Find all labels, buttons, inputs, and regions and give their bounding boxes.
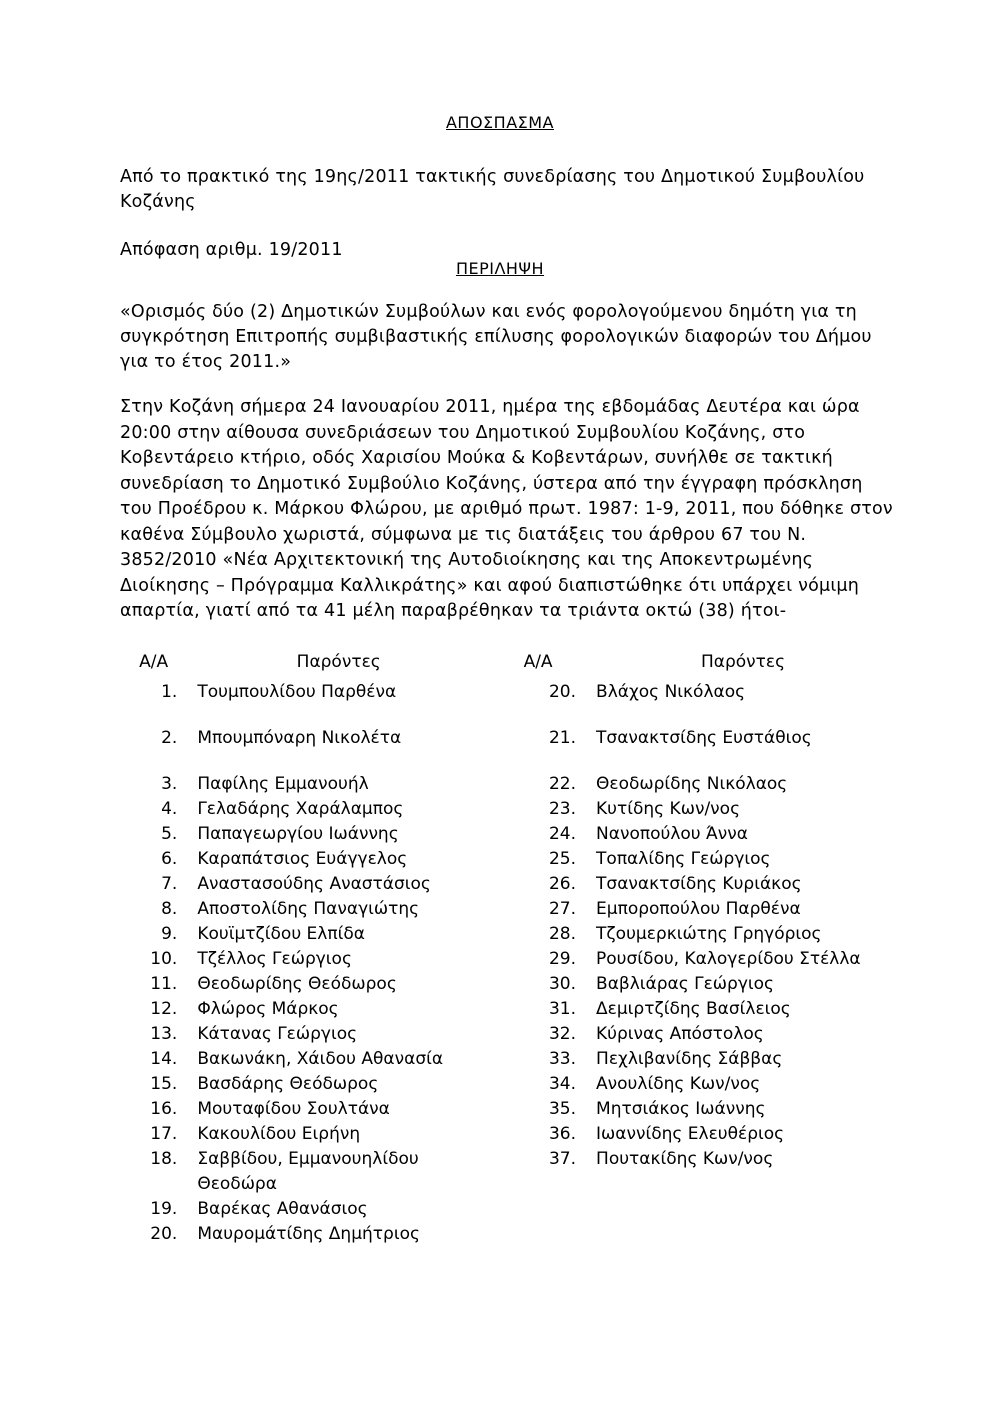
page-title: ΑΠΟΣΠΑΣΜΑ xyxy=(445,113,554,132)
subject-paragraph: «Ορισμός δύο (2) Δημοτικών Συμβούλων και ενός φορολογούμενου δημότη για τη συγκρότηση Επιτροπής συμβιβαστικής επίλυσης φορολογικών διαφορών του Δήμου για το έτος 2011.» xyxy=(120,302,872,372)
table-row xyxy=(120,922,900,947)
row-name-right: Μητσιάκος Ιωάννης xyxy=(596,1099,766,1119)
row-name-right: Νανοπούλου Άννα xyxy=(596,824,748,844)
row-index-right: 31. xyxy=(548,999,577,1019)
row-index-left: 12. xyxy=(150,999,178,1019)
row-name-right: Τσανακτσίδης Κυριάκος xyxy=(596,874,802,894)
row-index-left: 9. xyxy=(161,924,178,944)
row-index-left: 14. xyxy=(150,1049,178,1069)
table-row xyxy=(120,822,900,847)
table-row xyxy=(120,1122,900,1147)
table-row xyxy=(120,1097,900,1122)
decision-number: Απόφαση αριθμ. 19/2011 xyxy=(120,240,343,260)
row-name-right: Τζουμερκιώτης Γρηγόριος xyxy=(596,924,822,944)
header-present-right: Παρόντες xyxy=(700,652,786,672)
row-index-right: 29. xyxy=(548,949,577,969)
row-index-left: 3. xyxy=(161,774,178,794)
table-spacer-cell xyxy=(120,705,900,726)
row-name-left: Βαρέκας Αθανάσιος xyxy=(197,1199,368,1219)
row-name-right: Κύρινας Απόστολος xyxy=(596,1024,764,1044)
row-index-left: 2. xyxy=(161,728,178,748)
row-name-right: Πεχλιβανίδης Σάββας xyxy=(596,1049,783,1069)
row-name-left: Θεοδωρίδης Θεόδωρος xyxy=(197,974,397,994)
subject-heading: ΠΕΡΙΛΗΨΗ xyxy=(455,259,545,278)
table-spacer xyxy=(120,751,900,772)
row-index-left: 10. xyxy=(150,949,178,969)
table-row xyxy=(120,726,900,751)
table-row xyxy=(120,1197,900,1222)
row-index-left: 18. xyxy=(150,1149,178,1169)
extract-paragraph: Από το πρακτικό της 19ης/2011 τακτικής συνεδρίασης του Δημοτικού Συμβουλίου Κοζάνης xyxy=(120,167,865,212)
row-name-left: Γελαδάρης Χαράλαμπος xyxy=(197,799,404,819)
row-index-left: 5. xyxy=(161,824,178,844)
row-index-left: 1. xyxy=(161,682,178,702)
row-index-left: 17. xyxy=(150,1124,178,1144)
row-index-right: 34. xyxy=(548,1074,577,1094)
header-aa-right: Α/Α xyxy=(523,652,553,672)
row-name-right: Εμποροπούλου Παρθένα xyxy=(596,899,801,919)
body-paragraph: Στην Κοζάνη σήμερα 24 Ιανουαρίου 2011, ημέρα της εβδομάδας Δευτέρα και ώρα 20:00 στην αίθουσα συνεδριάσεων του Δημοτικού Συμβουλίου Κοζάνης, στο Κοβεντάρειο κτήριο, οδός Χαρισίου Μούκα & Κοβεντάρων, συνήλθε σε τακτική συνεδρίαση το Δημοτικό Συμβούλιο Κοζάνης, ύστερα από την έγγραφη πρόσκληση του Προέδρου κ. Μάρκου Φλώρου, με αριθμό πρωτ. 1987: 1-9, 2011, που δόθηκε στον καθένα Σύμβουλο χωριστά, σύμφωνα με τις διατάξεις του άρθρου 67 του Ν. 3852/2010 «Νέα Αρχιτεκτονική της Αυτοδιοίκησης και της Αποκεντρωμένης Διοίκησης – Πρόγραμμα Καλλικράτης» και αφού διαπιστώθηκε ότι υπάρχει νόμιμη απαρτία, γιατί από τα 41 μέλη παραβρέθηκαν τα τριάντα οκτώ (38) ήτοι- xyxy=(120,397,893,621)
table-row xyxy=(120,847,900,872)
row-name-left: Τουμπουλίδου Παρθένα xyxy=(197,682,397,702)
row-index-right: 37. xyxy=(548,1149,577,1169)
table-spacer-cell xyxy=(120,751,900,772)
table-header-row xyxy=(120,650,900,680)
row-index-right xyxy=(490,1197,586,1222)
row-name-left: Παπαγεωργίου Ιωάννης xyxy=(197,824,399,844)
row-index-left: 15. xyxy=(150,1074,178,1094)
row-name-right: Ιωαννίδης Ελευθέριος xyxy=(596,1124,785,1144)
row-index-right xyxy=(490,1222,586,1247)
row-index-left: 7. xyxy=(161,874,178,894)
row-index-right: 24. xyxy=(548,824,577,844)
row-index-left: 4. xyxy=(161,799,178,819)
table-row xyxy=(120,1147,900,1172)
row-index-right: 20. xyxy=(548,682,577,702)
row-name-left: Μαυρομάτίδης Δημήτριος xyxy=(197,1224,420,1244)
row-name-right: Βλάχος Νικόλαος xyxy=(596,682,746,702)
header-present-left: Παρόντες xyxy=(296,652,381,672)
row-index-right: 21. xyxy=(548,728,577,748)
row-name-left: Μπουμπόναρη Νικολέτα xyxy=(197,728,402,748)
table-row xyxy=(120,680,900,705)
table-row xyxy=(120,1222,900,1247)
row-index-right: 23. xyxy=(548,799,577,819)
row-name-right: Βαβλιάρας Γεώργιος xyxy=(596,974,775,994)
row-name-left: Παφίλης Εμμανουήλ xyxy=(197,774,369,794)
row-index-right xyxy=(490,1172,586,1197)
row-name-right: Κυτίδης Κων/νος xyxy=(596,799,741,819)
table-row xyxy=(120,897,900,922)
row-index-left xyxy=(120,1172,187,1197)
row-index-left: 13. xyxy=(150,1024,178,1044)
table-spacer xyxy=(120,705,900,726)
row-name-left: Φλώρος Μάρκος xyxy=(197,999,339,1019)
row-index-right: 36. xyxy=(548,1124,577,1144)
row-name-left: Καραπάτσιος Ευάγγελος xyxy=(197,849,408,869)
row-index-left: 16. xyxy=(150,1099,178,1119)
row-name-left: Σαββίδου, Εμμανουηλίδου xyxy=(197,1149,419,1169)
row-name-left: Τζέλλος Γεώργιος xyxy=(197,949,352,969)
table-row xyxy=(120,797,900,822)
table-row xyxy=(120,772,900,797)
table-row xyxy=(120,997,900,1022)
row-name-right xyxy=(586,1197,900,1222)
row-name-right: Πουτακίδης Κων/νος xyxy=(596,1149,774,1169)
row-index-right: 33. xyxy=(548,1049,577,1069)
table-row xyxy=(120,1072,900,1097)
row-index-right: 35. xyxy=(548,1099,577,1119)
row-index-left: 11. xyxy=(150,974,178,994)
row-index-left: 19. xyxy=(150,1199,178,1219)
row-index-right: 28. xyxy=(548,924,577,944)
table-row xyxy=(120,1022,900,1047)
row-name-right xyxy=(586,1222,900,1247)
row-name-right xyxy=(586,1172,900,1197)
row-name-left: Θεοδώρα xyxy=(197,1174,277,1194)
header-aa-left: Α/Α xyxy=(139,652,169,672)
row-name-right: Τσανακτσίδης Ευστάθιος xyxy=(596,728,812,748)
row-name-left: Κουϊμτζίδου Ελπίδα xyxy=(197,924,365,944)
row-name-left: Βακωνάκη, Χάιδου Αθανασία xyxy=(197,1049,444,1069)
row-name-right: Θεοδωρίδης Νικόλαος xyxy=(596,774,788,794)
row-name-right: Ανουλίδης Κων/νος xyxy=(596,1074,761,1094)
row-name-left: Αποστολίδης Παναγιώτης xyxy=(197,899,420,919)
row-name-right: Τοπαλίδης Γεώργιος xyxy=(596,849,771,869)
row-name-left: Βασδάρης Θεόδωρος xyxy=(197,1074,379,1094)
table-row xyxy=(120,947,900,972)
row-index-left: 8. xyxy=(161,899,178,919)
row-index-right: 27. xyxy=(548,899,577,919)
row-index-right: 32. xyxy=(548,1024,577,1044)
attendees-table xyxy=(120,650,900,1247)
row-index-right: 26. xyxy=(548,874,577,894)
attendees-table-body xyxy=(120,650,900,1247)
row-index-right: 30. xyxy=(548,974,577,994)
row-name-right: Ρουσίδου, Καλογερίδου Στέλλα xyxy=(596,949,861,969)
row-name-left: Κάτανας Γεώργιος xyxy=(197,1024,358,1044)
row-name-left: Αναστασούδης Αναστάσιος xyxy=(197,874,431,894)
row-index-left: 6. xyxy=(161,849,178,869)
row-index-right: 22. xyxy=(548,774,577,794)
row-name-left: Κακουλίδου Ειρήνη xyxy=(197,1124,361,1144)
row-index-right: 25. xyxy=(548,849,577,869)
table-row xyxy=(120,972,900,997)
table-row xyxy=(120,1172,900,1197)
row-name-right: Δεμιρτζίδης Βασίλειος xyxy=(596,999,791,1019)
table-row xyxy=(120,872,900,897)
table-row xyxy=(120,1047,900,1072)
row-index-left: 20. xyxy=(150,1224,178,1244)
row-name-left: Μουταφίδου Σουλτάνα xyxy=(197,1099,390,1119)
